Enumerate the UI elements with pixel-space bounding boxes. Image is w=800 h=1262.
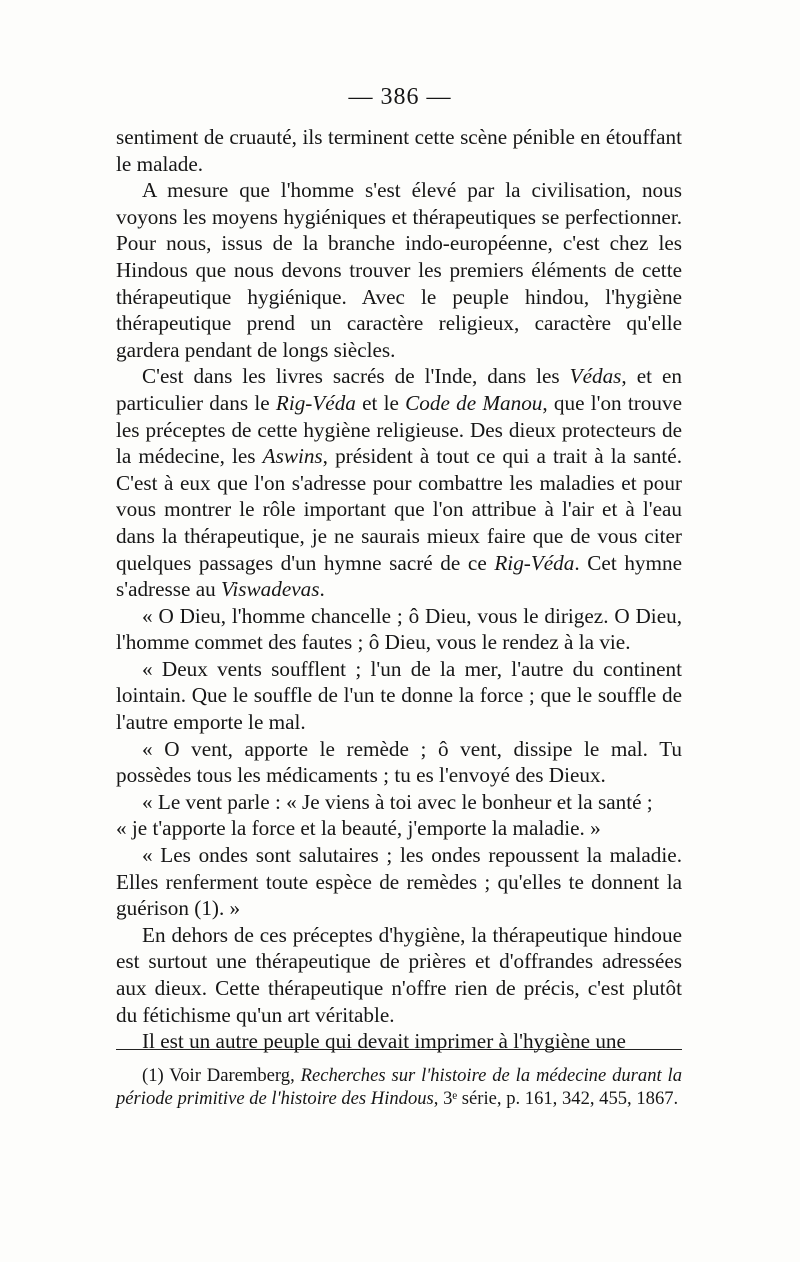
page-number: — 386 —	[348, 84, 452, 110]
text-segment: A mesure que l'homme s'est élevé par la civilisation, nous voyons les moyens hygiéniques et thérapeutiques se perfectionner. Pour nous, issus de la branche indo-européenne, c'est chez les Hindous que nous devons trouver les premiers éléments de cette thérapeutique hygiénique. Avec le peuple hindou, l'hygiène thérapeutique prend un caractère religieux, caractère qu'elle gardera pendant de longs siècles.	[116, 178, 682, 362]
text-segment: . Cet hymne s'adresse au	[116, 550, 682, 602]
paragraph-5	[116, 736, 682, 789]
text-segment: , que l'on trouve les préceptes de cette hygiène religieuse. Des dieux protecteurs de la médecine, les	[116, 390, 682, 469]
text-segment: « O vent, apporte le remède ; ô vent, dissipe le mal. Tu possèdes tous les médicaments ; tu es l'envoyé des Dieux.	[116, 736, 682, 788]
footnote	[116, 1064, 682, 1110]
paragraph-6	[116, 789, 682, 816]
text-segment: sentiment de cruauté, ils terminent cette scène pénible en étouffant le malade.	[116, 125, 682, 176]
paragraph-2	[116, 363, 682, 602]
italic-title: Védas	[569, 364, 622, 389]
text-segment: « Le vent parle : « Je viens à toi avec le bonheur et la santé ;	[142, 789, 653, 814]
paragraph-4	[116, 656, 682, 736]
text-segment: .	[319, 577, 325, 602]
paragraph-3	[116, 603, 682, 656]
paragraph-7	[116, 815, 682, 842]
italic-title: Recherches sur l'histoire de la médecine durant la période primitive de l'histoire des Hindous	[116, 1065, 682, 1109]
paragraph-9	[116, 922, 682, 1028]
footnote-divider	[116, 1049, 682, 1050]
paragraph-1	[116, 177, 682, 363]
text-segment: « O Dieu, l'homme chancelle ; ô Dieu, vous le dirigez. O Dieu, l'homme commet des fautes ; ô Dieu, vous le rendez à la vie.	[116, 603, 682, 655]
text-segment: « Les ondes sont salutaires ; les ondes repoussent la maladie. Elles renferment toute espèce de remèdes ; qu'elles te donnent la guérison (1). »	[116, 843, 682, 921]
footnote-text	[116, 1064, 682, 1110]
text-segment: En dehors de ces préceptes d'hygiène, la thérapeutique hindoue est surtout une thérapeutique de prières et d'offrandes adressées aux dieux. Cette thérapeutique n'offre rien de précis, c'est plutôt du fétichisme qu'un art véritable.	[116, 922, 682, 1027]
text-segment: Il est un autre peuple qui devait imprimer à l'hygiène une	[142, 1029, 626, 1054]
paragraph-0	[116, 124, 682, 177]
body-text	[116, 124, 682, 1055]
text-segment: , et en particulier dans le	[116, 364, 682, 415]
text-segment: « je t'apporte la force et la beauté, j'emporte la maladie. »	[116, 816, 601, 841]
text-segment: C'est dans les livres sacrés de l'Inde, dans les	[142, 364, 570, 389]
italic-title: Viswadevas	[221, 577, 320, 602]
italic-title: Code de Manou	[405, 390, 543, 415]
text-segment: « Deux vents soufflent ; l'un de la mer, l'autre du continent lointain. Que le souffle de l'un te donne la force ; que le souffle de l'autre emporte le mal.	[116, 656, 682, 735]
paragraph-8	[116, 842, 682, 922]
text-segment: , 3ᵉ série, p. 161, 342, 455, 1867.	[433, 1088, 679, 1109]
italic-title: Aswins	[262, 444, 323, 469]
text-segment: (1) Voir Daremberg,	[142, 1065, 301, 1086]
italic-title: Rig-Véda	[494, 550, 575, 575]
paragraph-10	[116, 1028, 682, 1055]
text-segment: et le	[355, 390, 406, 415]
text-segment: , président à tout ce qui a trait à la santé. C'est à eux que l'on s'adresse pour combattre les maladies et pour vous montrer le rôle important que l'on attribue à l'air et à l'eau dans la thérapeutique, je ne saurais mieux faire que de vous citer quelques passages d'un hymne sacré de ce	[116, 444, 682, 575]
italic-title: Rig-Véda	[275, 390, 356, 415]
